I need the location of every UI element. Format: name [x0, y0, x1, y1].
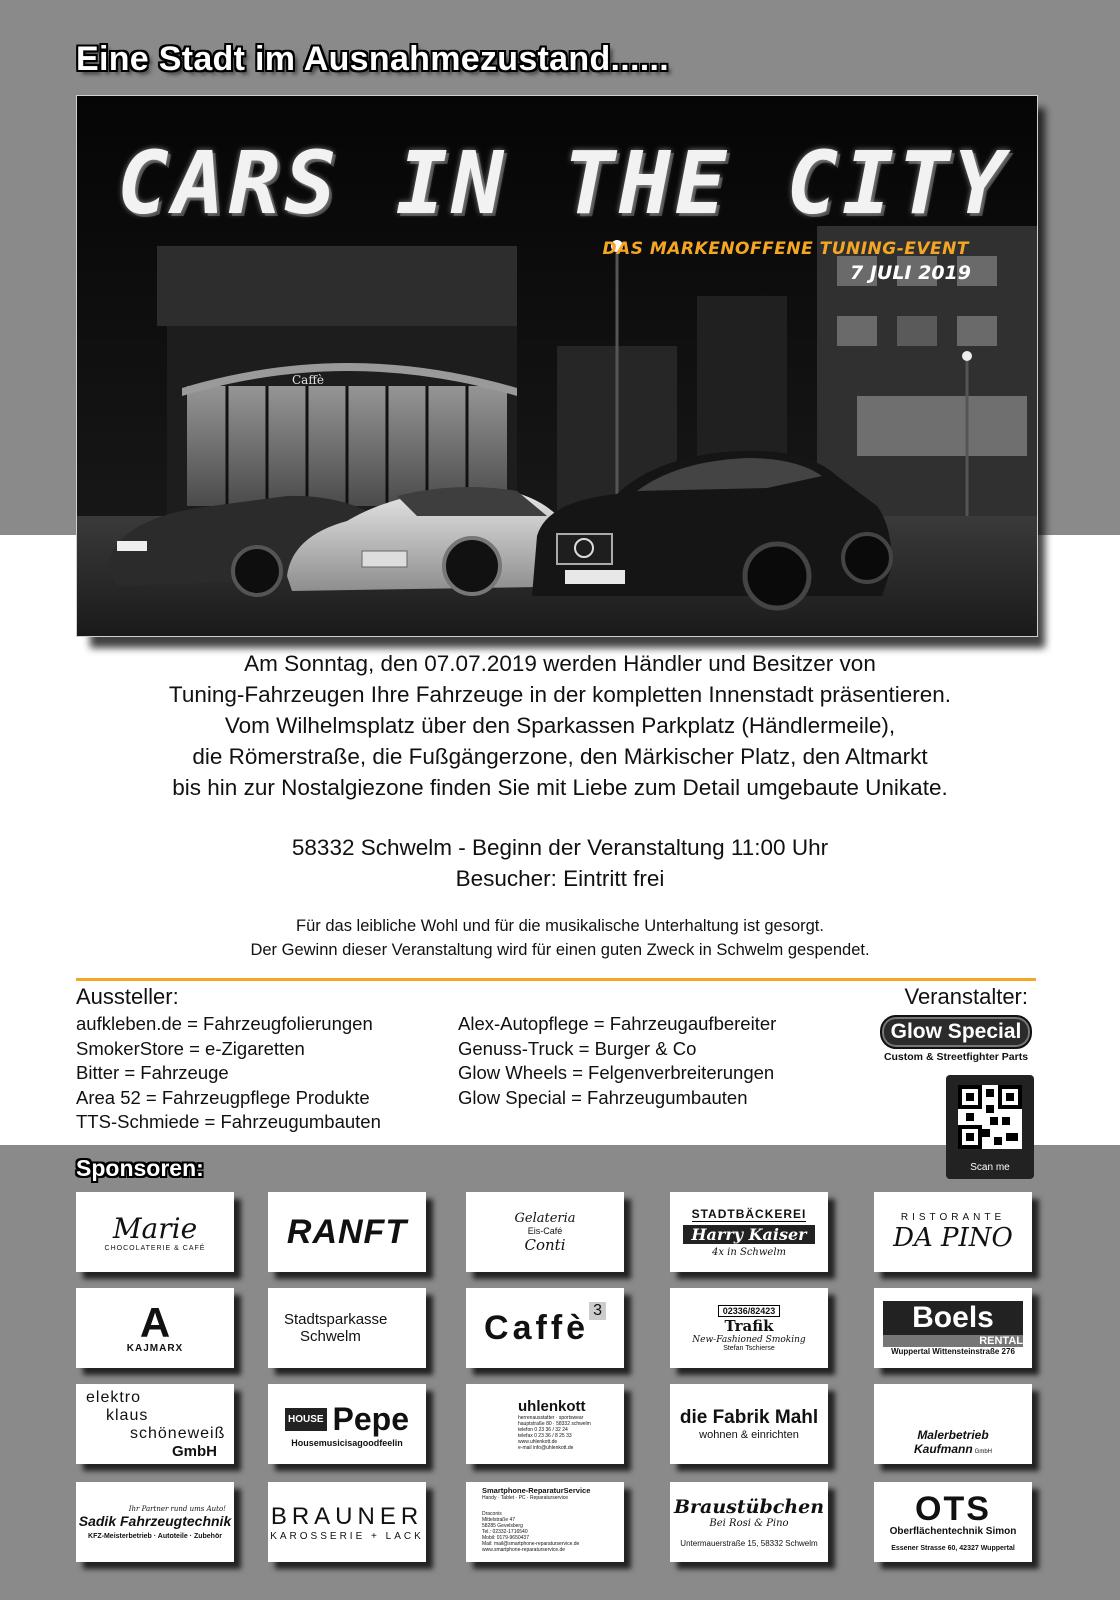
sponsor-logo-pepe[interactable]: [268, 1384, 426, 1464]
sponsor-line: Mobil: 0179-9650437: [482, 1535, 529, 1541]
sponsor-letter: A: [139, 1298, 171, 1346]
intro-line: Vom Wilhelmsplatz über den Sparkassen Parkplatz (Händlermeile),: [224, 713, 896, 738]
sponsor-line: Stadtsparkasse: [284, 1311, 388, 1328]
sponsor-line: telefon 0 23 36 / 32 24: [518, 1426, 568, 1433]
sponsor-name: uhlenkott: [518, 1397, 586, 1415]
sponsor-line: Conti: [524, 1235, 566, 1254]
sponsor-name: RANFT: [286, 1212, 408, 1251]
sponsor-logo-boels[interactable]: [874, 1288, 1032, 1368]
sponsor-line: elektro: [86, 1388, 142, 1406]
sponsor-name: Smartphone-ReparaturService: [482, 1486, 591, 1495]
sponsor-line: Kaufmann: [913, 1442, 973, 1456]
sponsor-logo-caffe[interactable]: [466, 1288, 624, 1368]
sponsor-name: Caffè: [484, 1308, 590, 1347]
sponsor-logo-smartphone[interactable]: [466, 1482, 624, 1562]
sponsor-line: Harry Kaiser: [683, 1225, 814, 1244]
aussteller-list-right: [458, 1012, 776, 1110]
event-title: CARS IN THE CITY: [117, 134, 1010, 234]
headline: Eine Stadt im Ausnahmezustand......: [76, 40, 669, 78]
sponsor-name: BRAUNER: [270, 1502, 424, 1530]
sponsor-logo-marie[interactable]: [76, 1192, 234, 1272]
aussteller-title: Aussteller:: [76, 984, 179, 1009]
sponsor-name: die Fabrik Mahl: [679, 1407, 819, 1428]
sponsor-line: herrenausstatter · sportswear: [518, 1414, 584, 1421]
sponsor-line: Essener Strasse 60, 42327 Wuppertal: [891, 1545, 1015, 1552]
veranstalter-title: Veranstalter:: [904, 984, 1028, 1009]
note-line: Für das leibliche Wohl und für die musikalische Unterhaltung ist gesorgt.: [296, 917, 824, 935]
sponsor-logo-uhlenkott[interactable]: [466, 1384, 624, 1464]
sponsor-logo-ranft[interactable]: [268, 1192, 426, 1272]
sponsor-line: Tel.: 02332-1716540: [482, 1529, 528, 1535]
sponsor-name: Sadik Fahrzeugtechnik: [78, 1512, 232, 1529]
sponsor-line: Draconis: [482, 1511, 502, 1517]
event-info: [40, 832, 1080, 894]
qr-label: Scan me: [970, 1162, 1010, 1173]
sponsor-line: Stefan Tschierse: [723, 1344, 775, 1352]
sponsor-line: GmbH: [974, 1449, 992, 1455]
intro-line: Am Sonntag, den 07.07.2019 werden Händler und Besitzer von: [244, 651, 876, 676]
orange-divider: [76, 978, 1036, 981]
sponsor-line: Ihr Partner rund ums Auto!: [128, 1504, 226, 1513]
sponsor-line: Oberflächentechnik Simon: [889, 1526, 1017, 1537]
sponsor-line: Wuppertal Wittensteinstraße 276: [891, 1346, 1015, 1356]
hero-image: [76, 95, 1038, 637]
sponsor-line: Mittelstraße 47: [482, 1517, 516, 1523]
intro-line: bis hin zur Nostalgiezone finden Sie mit Liebe zum Detail umgebaute Unikate.: [172, 775, 948, 800]
sponsor-logo-fabrik-mahl[interactable]: [670, 1384, 828, 1464]
location-time: 58332 Schwelm - Beginn der Veranstaltung 11:00 Uhr: [291, 835, 829, 860]
sponsor-line: Gelateria: [514, 1210, 576, 1226]
sponsor-sub: CHOCOLATERIE & CAFÉ: [104, 1245, 206, 1252]
sponsoren-title: Sponsoren:: [76, 1155, 204, 1181]
qr-code[interactable]: [946, 1075, 1034, 1179]
sponsor-line: Malerbetrieb: [917, 1428, 989, 1442]
sponsor-house: HOUSE: [285, 1408, 327, 1431]
sponsor-line: KFZ-Meisterbetrieb · Autoteile · Zubehör: [88, 1532, 222, 1540]
sponsor-line: Untermauerstraße 15, 58332 Schwelm: [680, 1539, 818, 1548]
note-line: Der Gewinn dieser Veranstaltung wird für einen guten Zweck in Schwelm gespendet.: [250, 941, 870, 959]
aussteller-item: aufkleben.de = Fahrzeugfolierungen: [76, 1013, 373, 1034]
sponsor-line: schöneweiß: [130, 1424, 226, 1442]
aussteller-item: Glow Special = Fahrzeugumbauten: [458, 1086, 748, 1108]
sponsor-line: www.smartphone-reparaturservice.de: [482, 1547, 566, 1553]
qr-pattern: [958, 1085, 1022, 1149]
sponsor-line: Schwelm: [300, 1328, 361, 1345]
sponsor-line: RISTORANTE: [900, 1211, 1006, 1223]
sponsor-line: STADTBÄCKEREI: [691, 1206, 807, 1221]
sponsor-line: klaus: [106, 1406, 149, 1424]
sponsor-line: Mail: mail@smartphone-reparaturservice.de: [482, 1541, 580, 1547]
sponsor-line: Housemusicisagoodfeelin: [291, 1437, 403, 1448]
sponsor-line: Handy · Tablet · PC · Reparaturservice: [482, 1495, 569, 1501]
sponsor-line: 02336/82423: [718, 1305, 781, 1317]
sponsor-logo-sparkasse[interactable]: [268, 1288, 426, 1368]
sponsor-logo-brauner[interactable]: [268, 1482, 426, 1562]
glow-special-tagline: Custom & Streetfighter Parts: [883, 1051, 1029, 1063]
event-date: 7 JULI 2019: [849, 262, 971, 284]
sponsor-sup: 3: [589, 1302, 606, 1320]
sponsor-line: hauptstraße 80 · 58332 schwelm: [518, 1420, 591, 1427]
sponsor-name: Boels: [883, 1301, 1023, 1335]
event-subtitle: DAS MARKENOFFENE TUNING-EVENT: [602, 239, 969, 259]
sponsor-logo-dapino[interactable]: [874, 1192, 1032, 1272]
sponsor-logo-stadtbaeckerei[interactable]: [670, 1192, 828, 1272]
sponsor-name: Pepe: [332, 1400, 410, 1437]
admission: Besucher: Eintritt frei: [455, 866, 665, 891]
aussteller-item: Area 52 = Fahrzeugpflege Produkte: [76, 1086, 370, 1108]
sponsor-line: Eis-Café: [527, 1225, 563, 1236]
sponsor-logo-gelateria[interactable]: [466, 1192, 624, 1272]
sponsor-line: DA PINO: [893, 1222, 1013, 1253]
sponsor-line: KAROSSERIE + LACK: [270, 1530, 424, 1542]
cafe-sign: Caffè: [292, 373, 324, 387]
sponsor-line: 58285 Gevelsberg: [482, 1523, 523, 1529]
sponsor-line: wohnen & einrichten: [699, 1429, 799, 1441]
aussteller-item: TTS-Schmiede = Fahrzeugumbauten: [76, 1111, 381, 1132]
sponsor-line: e-mail info@uhlenkott.de: [518, 1444, 574, 1451]
sponsor-line: Bei Rosi & Pino: [709, 1518, 789, 1529]
sponsor-line: New-Fashioned Smoking: [692, 1334, 806, 1345]
sponsor-name: KAJMARX: [126, 1342, 184, 1354]
sponsor-logo-sadik[interactable]: [76, 1482, 234, 1562]
sponsor-line: telefax 0 23 36 / 8 25 33: [518, 1432, 572, 1439]
sponsor-logo-malerbetrieb[interactable]: [874, 1384, 1032, 1464]
sponsor-name: Trafik: [724, 1316, 774, 1335]
sponsor-line: 4x in Schwelm: [711, 1246, 787, 1258]
sponsor-line: www.uhlenkott.de: [518, 1438, 558, 1445]
sponsor-logo-kajmarx[interactable]: [76, 1288, 234, 1368]
sponsor-name: OTS: [915, 1490, 991, 1528]
aussteller-item: Glow Wheels = Felgenverbreiterungen: [458, 1062, 775, 1083]
aussteller-item: Bitter = Fahrzeuge: [76, 1062, 229, 1083]
qr-icon: [958, 1085, 1022, 1149]
sponsor-line: RENTAL: [883, 1335, 1023, 1347]
notes: [40, 914, 1080, 962]
glow-special-logo: Glow Special: [880, 1015, 1032, 1049]
sponsor-name: Braustübchen: [673, 1496, 825, 1518]
sponsor-logo-ots[interactable]: [874, 1482, 1032, 1562]
intro-line: Tuning-Fahrzeugen Ihre Fahrzeuge in der kompletten Innenstadt präsentieren.: [168, 682, 952, 707]
aussteller-item: SmokerStore = e-Zigaretten: [76, 1037, 305, 1059]
intro-line: die Römerstraße, die Fußgängerzone, den Märkischer Platz, den Altmarkt: [192, 744, 928, 769]
intro-text: [40, 648, 1080, 803]
sponsor-line: GmbH: [172, 1442, 217, 1460]
aussteller-item: Genuss-Truck = Burger & Co: [458, 1037, 697, 1059]
aussteller-list-left: [76, 1012, 381, 1135]
sponsor-logo-trafik[interactable]: [670, 1288, 828, 1368]
aussteller-item: Alex-Autopflege = Fahrzeugaufbereiter: [458, 1013, 777, 1034]
sponsor-logo-elektro[interactable]: [76, 1384, 234, 1464]
sponsor-logo-braustuebchen[interactable]: [670, 1482, 828, 1562]
sponsor-name: Marie: [112, 1212, 198, 1245]
